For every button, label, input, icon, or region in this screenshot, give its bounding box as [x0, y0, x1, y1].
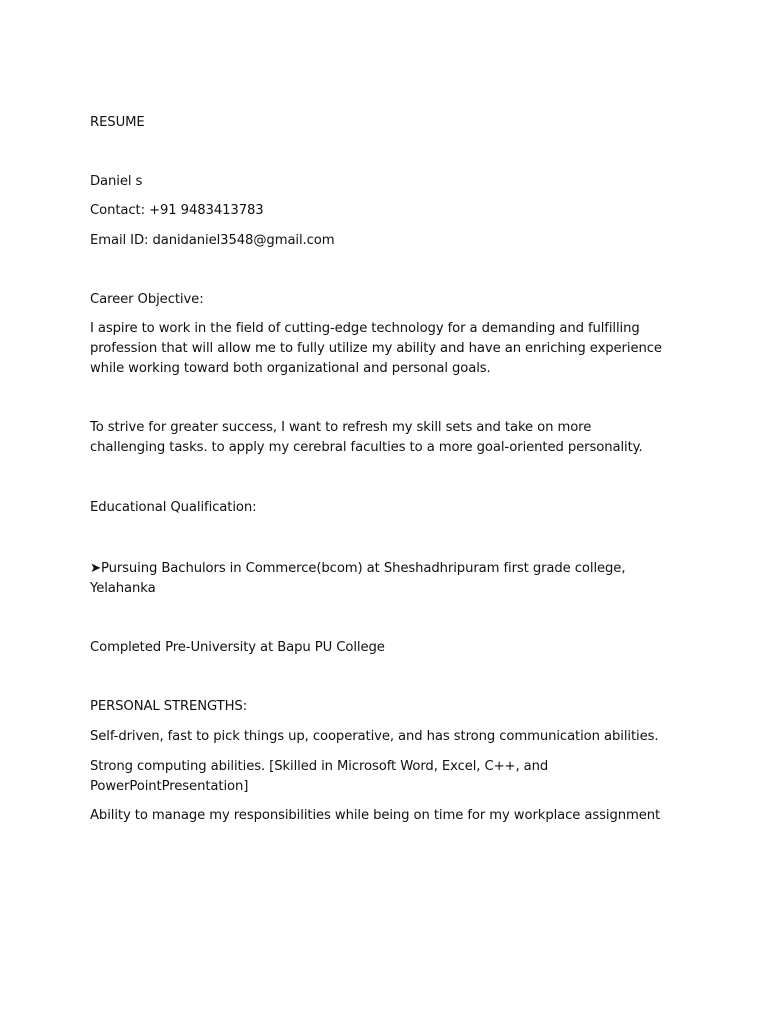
education-item: Completed Pre-University at Bapu PU College: [90, 640, 385, 655]
career-objective-heading: Career Objective:: [90, 292, 204, 307]
email-line: Email ID: danidaniel3548@gmail.com: [90, 233, 335, 248]
document-title: RESUME: [90, 115, 145, 130]
strength-item: Ability to manage my responsibilities while being on time for my workplace assignment: [90, 808, 661, 823]
contact-line: Contact: +91 9483413783: [90, 203, 264, 218]
strength-item: Strong computing abilities. [Skilled in Microsoft Word, Excel, C++, and PowerPointPresentation]: [90, 759, 549, 794]
career-objective-paragraph: I aspire to work in the field of cutting-edge technology for a demanding and fulfilling profession that will allow me to fully utilize my ability and have an enriching experience while working toward both organizational and personal goals.: [90, 321, 662, 376]
education-item: ➤Pursuing Bachulors in Commerce(bcom) at Sheshadhripuram first grade college, Yelahanka: [90, 561, 626, 596]
career-objective-paragraph-2: To strive for greater success, I want to refresh my skill sets and take on more challenging tasks. to apply my cerebral faculties to a more goal-oriented personality.: [90, 420, 643, 455]
personal-strengths-heading: PERSONAL STRENGTHS:: [90, 699, 248, 714]
candidate-name: Daniel s: [90, 174, 143, 189]
strength-item: Self-driven, fast to pick things up, cooperative, and has strong communication abilities.: [90, 729, 659, 744]
education-heading: Educational Qualification:: [90, 500, 257, 515]
